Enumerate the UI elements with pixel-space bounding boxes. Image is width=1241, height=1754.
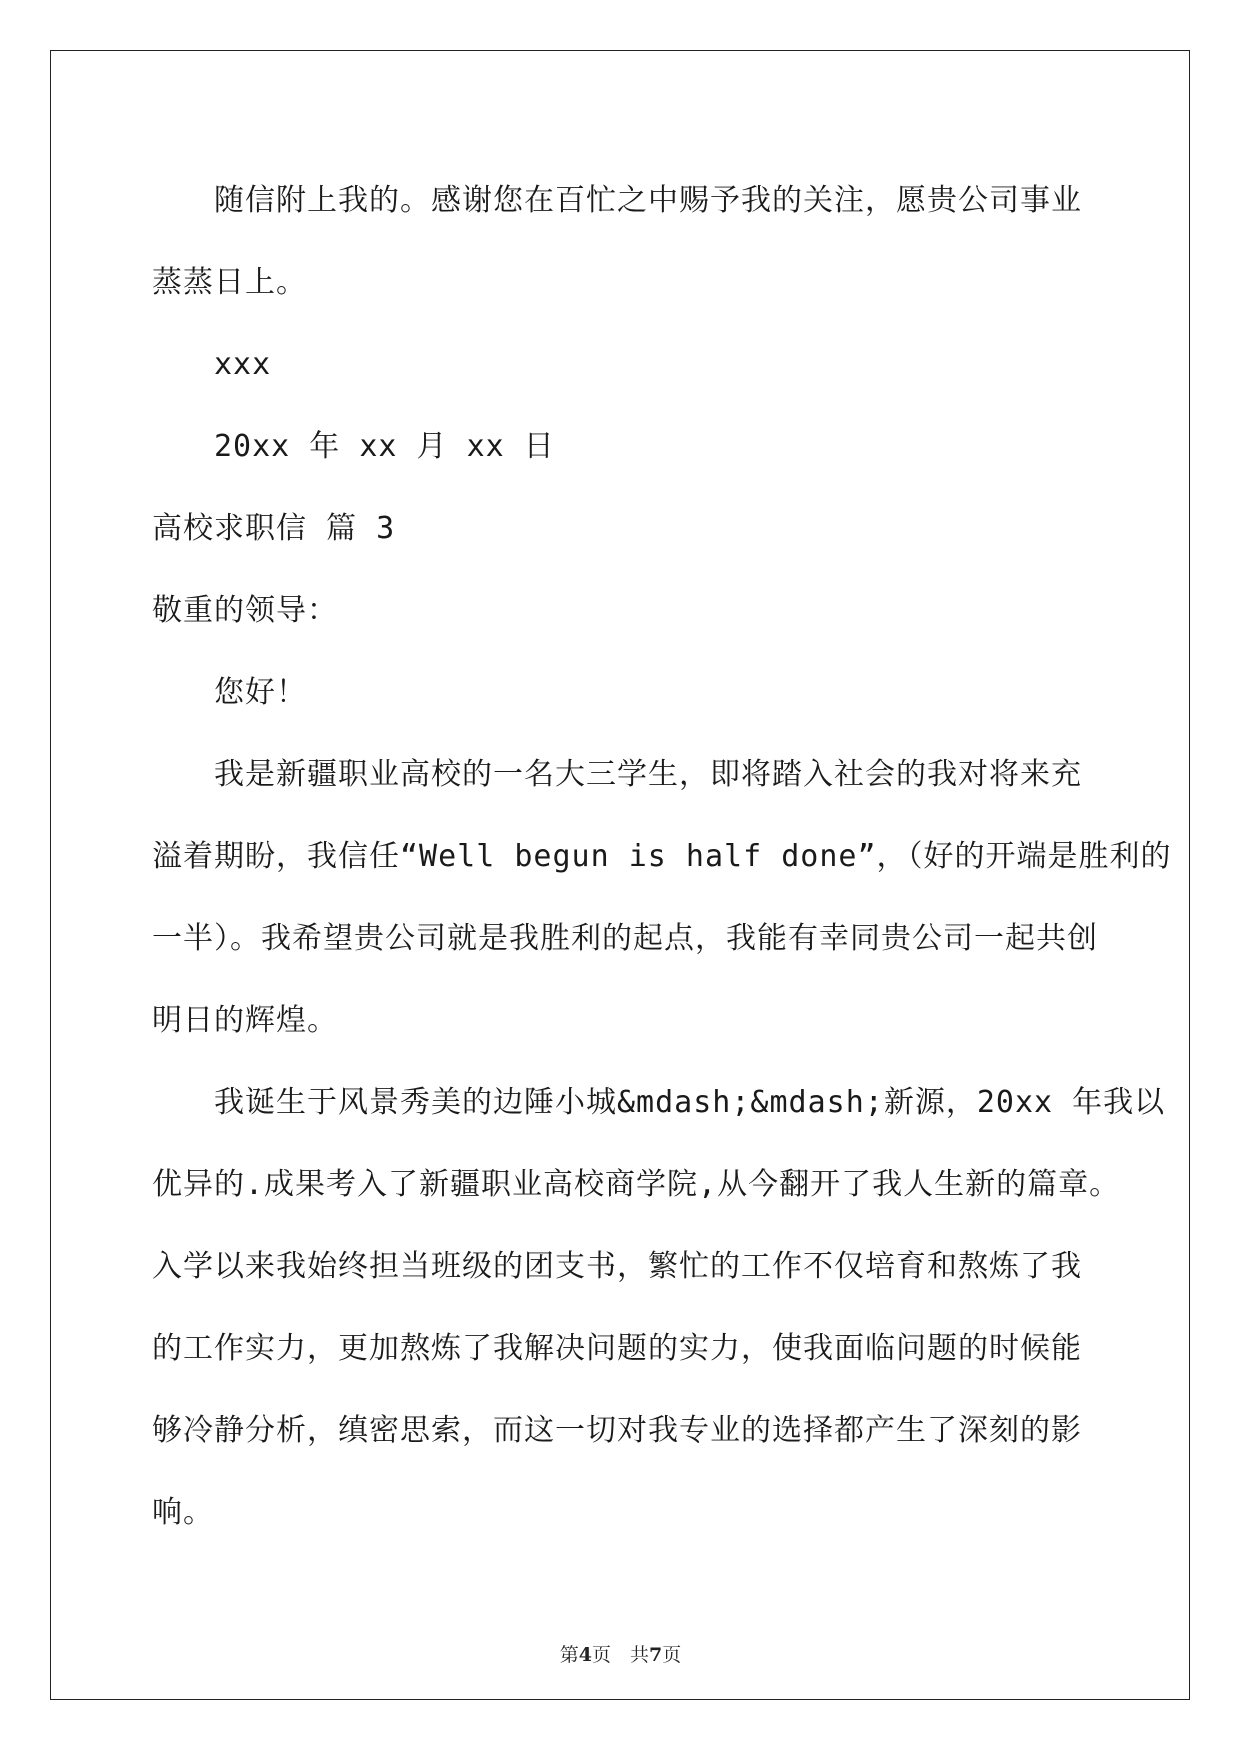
paragraph-line: 优异的.成果考入了新疆职业高校商学院,从今翻开了我人生新的篇章。 [152,1167,1121,1202]
paragraph-line: 一半）。我希望贵公司就是我胜利的起点，我能有幸同贵公司一起共创 [152,921,1098,956]
paragraph-line: 明日的辉煌。 [152,1003,338,1038]
paragraph-line: 我诞生于风景秀美的边陲小城&mdash;&mdash;新源，20xx 年我以 [214,1085,1166,1120]
paragraph-line: 够冷静分析，缜密思索，而这一切对我专业的选择都产生了深刻的影 [152,1413,1082,1448]
page-suffix: 页 [662,1644,682,1666]
current-page-number: 4 [578,1644,592,1666]
paragraph-line: 的工作实力，更加熬炼了我解决问题的实力，使我面临问题的时候能 [152,1331,1082,1366]
page-footer [0,1640,1241,1667]
total-page-number: 7 [649,1644,663,1666]
paragraph-line: 入学以来我始终担当班级的团支书，繁忙的工作不仅培育和熬炼了我 [152,1249,1082,1284]
greeting: 您好！ [214,675,307,710]
signature-name: xxx [214,347,272,382]
page-prefix: 第 [559,1644,579,1666]
signature-date: 20xx 年 xx 月 xx 日 [214,429,555,464]
paragraph-line: 响。 [152,1495,214,1530]
paragraph-line: 我是新疆职业高校的一名大三学生，即将踏入社会的我对将来充 [214,757,1082,792]
paragraph-line: 随信附上我的。感谢您在百忙之中赐予我的关注，愿贵公司事业 [214,183,1082,218]
paragraph-line: 蒸蒸日上。 [152,265,307,300]
section-heading: 高校求职信 篇 3 [152,511,396,546]
salutation: 敬重的领导： [152,593,338,628]
paragraph-line: 溢着期盼，我信任“Well begun is half done”，（好的开端是胜利的 [152,839,1172,874]
document-body [152,160,1172,1554]
page-mid: 页 共 [591,1644,649,1666]
